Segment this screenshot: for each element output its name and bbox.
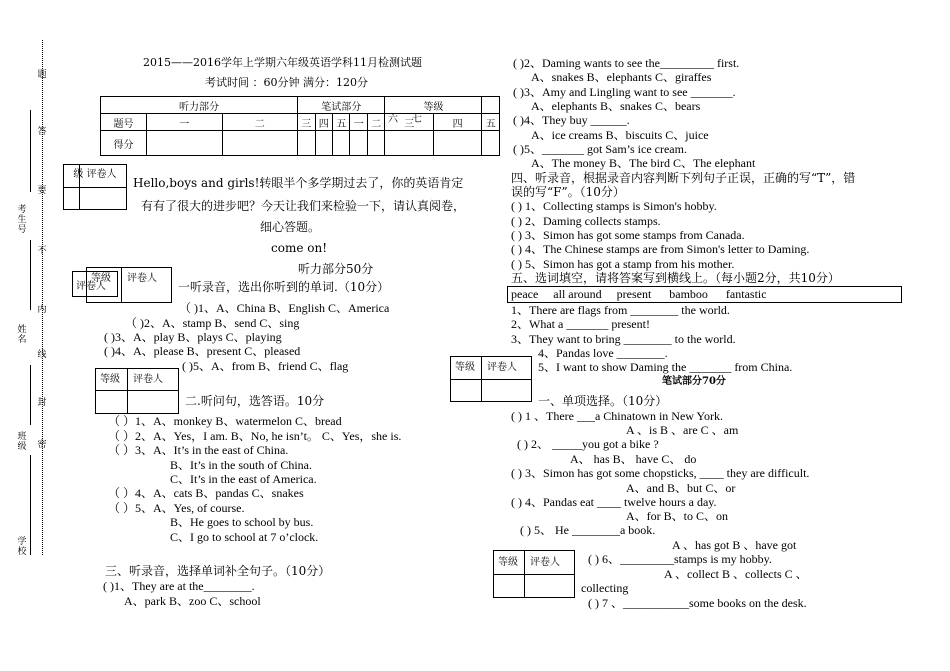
question-item: ( ) 1 、There ___a Chinatown in New York. <box>511 409 723 423</box>
written-header: 笔试部分 <box>298 97 385 114</box>
binding-label: 不 <box>37 246 47 256</box>
grader-label: 评卷人 <box>127 273 157 284</box>
col-num: 六 <box>388 114 398 125</box>
field-school: 学校 <box>17 537 27 557</box>
binding-label: 内 <box>37 305 47 315</box>
col-num: 七 <box>412 114 422 125</box>
section-title-cont: 误的写“F”。（10分） <box>511 185 625 199</box>
binding-label: 密 <box>37 440 47 450</box>
col-num: 二 <box>222 114 298 131</box>
question-item: ( )5、_______ got Sam’s ice cream. <box>513 142 687 156</box>
binding-dotted-line <box>42 40 43 555</box>
question-item: ( )3、A、play B、plays C、playing <box>104 330 282 344</box>
section-title: 三、听录音，选择单词补全句子。（10分） <box>105 564 331 578</box>
grader-label: 评卷人 <box>133 374 163 385</box>
section-title: 一听录音，选出你听到的单词.（10分） <box>178 280 390 294</box>
section-title: 五、选词填空，请将答案写到横线上。（每小题2分，共10分） <box>511 271 840 285</box>
grader-label: 级 评卷人 <box>64 165 126 188</box>
question-item: ( ) 6、_________stamps is my hobby. <box>588 552 772 566</box>
score-label: 得分 <box>101 131 147 156</box>
question-option: A、The money B、The bird C、The elephant <box>531 156 756 170</box>
col-num: 五 <box>333 114 350 131</box>
question-item: 2、What a _______ present! <box>511 317 650 331</box>
word-bank: peace all around present bamboo fantastic <box>507 286 902 303</box>
question-item: ( ) 1、Collecting stamps is Simon's hobby. <box>511 199 717 213</box>
question-option: C、It’s in the east of America. <box>170 472 317 486</box>
question-item: ( ) 4、Pandas eat ____ twelve hours a day. <box>511 495 717 509</box>
question-item: ( ) 7 、___________some books on the desk. <box>588 596 807 610</box>
question-item: ( )1、They are at the________. <box>103 579 255 593</box>
question-option: A 、collect B 、collects C 、 <box>664 567 808 581</box>
grade-header: 等级 <box>385 97 482 114</box>
question-item: ( ) 5、Simon has got a stamp from his mother. <box>511 257 735 271</box>
listening-section-title: 听力部分50分 <box>298 262 374 276</box>
listening-header: 听力部分 <box>101 97 298 114</box>
level-label: 等级 <box>455 362 475 373</box>
binding-solid-line <box>30 240 31 310</box>
question-option: A 、has got B 、have got <box>672 538 797 552</box>
binding-label: 答 <box>37 127 47 137</box>
col-num: 三 <box>385 114 433 131</box>
question-item: （ )1、A、China B、English C、America <box>179 301 390 315</box>
question-option: A、elephants B、snakes C、bears <box>531 99 701 113</box>
question-option: B、It’s in the south of China. <box>170 458 312 472</box>
question-option: A、ice creams B、biscuits C、juice <box>531 128 709 142</box>
binding-label: 要 <box>37 186 47 196</box>
intro-line: 有有了很大的进步吧？今天让我们来检验一下，请认真阅卷， <box>141 199 466 213</box>
question-item: ( ) 2、 _____you got a bike ? <box>517 437 659 451</box>
grader-label: 评卷人 <box>487 362 517 373</box>
question-item: ( )2、Daming wants to see the_________ first. <box>513 56 740 70</box>
field-student-id: 考生号 <box>17 205 27 235</box>
grader-box <box>95 368 179 414</box>
question-option: A 、is B 、are C 、am <box>626 423 739 437</box>
question-item: ( )4、A、please B、present C、pleased <box>104 344 301 358</box>
row-label: 题号 <box>101 114 147 131</box>
col-num: 三 <box>298 114 315 131</box>
question-option: C、I go to school at 7 o’clock. <box>170 530 319 544</box>
question-item: （ ）4、A、cats B、pandas C、snakes <box>108 486 304 500</box>
binding-solid-line <box>30 110 31 192</box>
col-num: 四 <box>315 114 332 131</box>
question-item: ( )5、A、from B、friend C、flag <box>182 359 349 373</box>
field-class: 班级 <box>17 432 27 452</box>
binding-label: 题 <box>37 70 47 80</box>
written-section-title: 笔试部分70分 <box>662 376 726 387</box>
question-option: B、He goes to school by bus. <box>170 515 314 529</box>
col-num: 五 <box>482 114 500 131</box>
grader-label: 评卷人 <box>76 281 106 292</box>
binding-solid-line <box>30 455 31 555</box>
col-num: 一 <box>147 114 223 131</box>
question-option: collecting <box>581 581 629 595</box>
col-num: 一 <box>350 114 367 131</box>
col-num: 二 <box>367 114 384 131</box>
intro-line: come on! <box>271 241 328 255</box>
question-item: ( ) 2、Daming collects stamps. <box>511 214 661 228</box>
question-item: ( ) 5、 He ________a book. <box>520 523 656 537</box>
intro-line: Hello,boys and girls!转眼半个多学期过去了，你的英语肯定 <box>133 176 464 190</box>
question-item: 1、There are flags from ________ the world. <box>511 303 730 317</box>
question-item: ( ) 3、Simon has got some chopsticks, ____ they are difficult. <box>511 466 810 480</box>
question-item: （ ）2、A、Yes，I am. B、No, he isn’t。 C、Yes，she is. <box>108 429 402 443</box>
binding-label: 封 <box>37 398 47 408</box>
question-item: （ )2、A、stamp B、send C、sing <box>125 316 300 330</box>
binding-label: 线 <box>37 350 47 360</box>
question-item: 3、They want to bring ________ to the world. <box>511 332 736 346</box>
question-item: （ ）5、A、Yes, of course. <box>108 501 245 515</box>
page-title: 2015——2016学年上学期六年级英语学科11月检测试题 <box>143 56 422 69</box>
section-title: 一、单项选择。（10分） <box>538 394 668 408</box>
field-name: 姓名 <box>17 325 27 345</box>
grader-box <box>86 267 172 303</box>
question-item: （ ）3、A、It’s in the east of China. <box>108 443 289 457</box>
grader-box <box>450 356 532 402</box>
question-option: A、snakes B、elephants C、giraffes <box>531 70 712 84</box>
col-num: 四 <box>433 114 481 131</box>
question-option: A、for B、to C、on <box>626 509 729 523</box>
grader-box <box>63 164 127 210</box>
section-title: 四、听录音，根据录音内容判断下列句子正误，正确的写“T”，错 <box>511 171 856 185</box>
question-item: ( ) 4、The Chinese stamps are from Simon's letter to Daming. <box>511 242 810 256</box>
question-item: （ ）1、A、monkey B、watermelon C、bread <box>108 414 342 428</box>
question-item: 4、Pandas love ________. <box>538 346 668 360</box>
page-subtitle: 考试时间 ：60分钟 满分：120分 <box>205 76 368 89</box>
intro-line: 细心答题。 <box>260 220 321 234</box>
question-option: A、park B、zoo C、school <box>124 594 261 608</box>
section-title: 二.听问句，选答语。10分 <box>185 394 325 408</box>
question-item: ( )4、They buy ______. <box>513 113 630 127</box>
question-item: ( ) 3、Simon has got some stamps from Canada. <box>511 228 745 242</box>
grader-box <box>493 550 575 598</box>
grader-label: 评卷人 <box>530 557 560 568</box>
question-option: A、and B、but C、or <box>626 481 736 495</box>
question-item: 5、I want to show Daming the _______ from China. <box>538 360 793 374</box>
level-label: 等级 <box>100 374 120 385</box>
level-label: 等级 <box>498 557 518 568</box>
question-item: ( )3、Amy and Lingling want to see _______. <box>513 85 736 99</box>
score-table <box>100 96 500 156</box>
question-option: A、 has B、 have C、 do <box>570 452 697 466</box>
binding-solid-line <box>30 365 31 425</box>
level-label: 等级 <box>91 273 111 284</box>
